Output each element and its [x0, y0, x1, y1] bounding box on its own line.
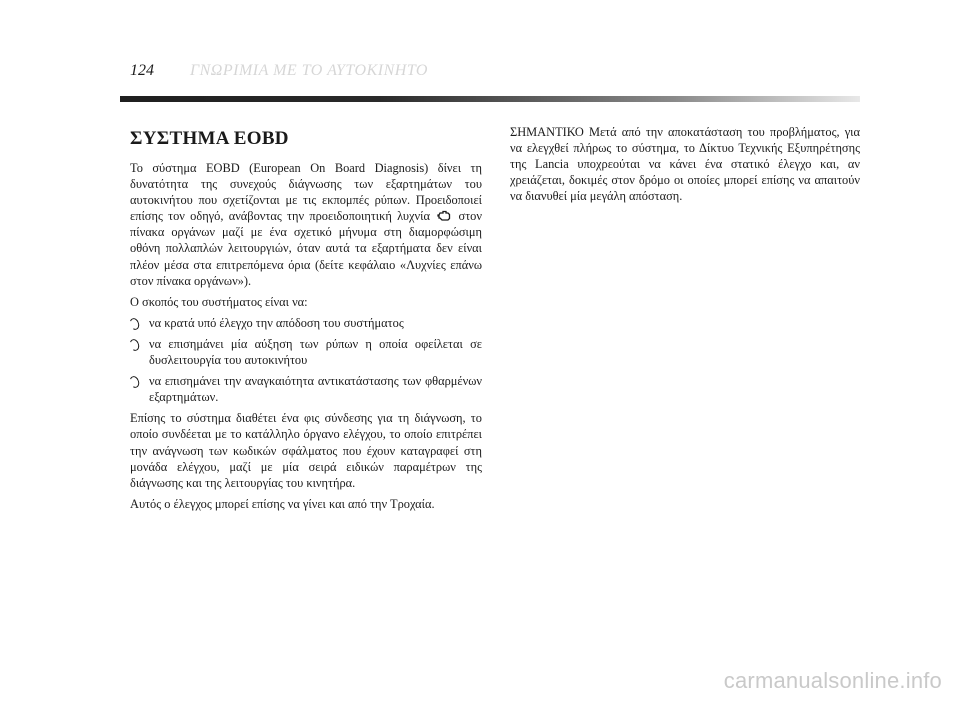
important-note: ΣΗΜΑΝΤΙΚΟ Μετά από την αποκατάσταση του προβλήματος, για να ελεγχθεί πλήρως το σύστημα, το Δίκτυο Τεχνικής Εξυπηρέτησης της Lancia υποχρεούται να κάνει ένα στατικό έλεγχο και, αν χρειάζεται, δοκιμές στον δρόμο οι οποίες μπορεί επίσης να απαιτούν να διανυθεί μία μεγάλη απόσταση.: [510, 125, 860, 204]
intro-paragraph: [130, 160, 482, 289]
road-check-paragraph: Αυτός ο έλεγχος μπορεί επίσης να γίνει και από την Τροχαία.: [130, 496, 435, 511]
watermark: carmanualsonline.info: [723, 668, 942, 693]
list-item: [130, 315, 482, 331]
running-title: ΓΝΩΡΙΜΙΑ ΜΕ ΤΟ ΑΥΤΟΚΙΝΗΤΟ: [190, 62, 428, 79]
purpose-intro: Ο σκοπός του συστήματος είναι να:: [130, 294, 308, 309]
left-column: [130, 124, 482, 517]
bullet-icon: [128, 375, 141, 389]
connector-paragraph: Επίσης το σύστημα διαθέτει ένα φις σύνδεσης για τη διάγνωση, το οποίο συνδέεται με το κατάλληλο όργανο ελέγχου, το οποίο επιτρέπει την ανάγνωση των κωδικών σφάλματος που έχουν καταγραφεί στη μονάδα ελέγχου, μαζί με μία σειρά ειδικών παραμέτρων της διάγνωσης και της λειτουργίας του κινητήρα.: [130, 411, 482, 490]
bullet-icon: [128, 338, 141, 352]
bullet-icon: [128, 317, 141, 331]
header-rule: [120, 96, 860, 102]
engine-check-lamp-icon: [437, 210, 451, 222]
list-item-text: να κρατά υπό έλεγχο την απόδοση του συστήματος: [149, 315, 404, 330]
intro-text-end: στον πίνακα οργάνων μαζί με ένα σχετικό μήνυμα στη διαμορφώσιμη οθόνη πολλαπλών λειτουργιών, όταν αυτά τα εξαρτήματα δεν είναι πλέον μέσα στα επιτρεπόμενα όρια (δείτε κεφάλαιο «Λυχνίες επάνω στον πίνακα οργάνων»).: [130, 209, 482, 288]
page-number: 124: [130, 62, 154, 79]
purpose-list: [130, 315, 482, 405]
right-column: [510, 124, 860, 209]
list-item-text: να επισημάνει την αναγκαιότητα αντικατάστασης των φθαρμένων εξαρτημάτων.: [149, 374, 482, 405]
section-title: ΣΥΣΤΗΜΑ EOBD: [130, 128, 289, 149]
list-item: [130, 373, 482, 405]
list-item-text: να επισημάνει μία αύξηση των ρύπων η οποία οφείλεται σε δυσλειτουργία του αυτοκινήτου: [149, 336, 482, 368]
list-item: [130, 336, 482, 368]
intro-text-start: Το σύστημα EOBD (European On Board Diagnosis) δίνει τη δυνατότητα της συνεχούς διάγνωσης των εξαρτημάτων του αυτοκινήτου που σχετίζονται με τις εκπομπές ρύπων. Προειδοποιεί επίσης τον οδηγό, ανάβοντας την προειδοποιητική λυχνία: [130, 161, 482, 224]
